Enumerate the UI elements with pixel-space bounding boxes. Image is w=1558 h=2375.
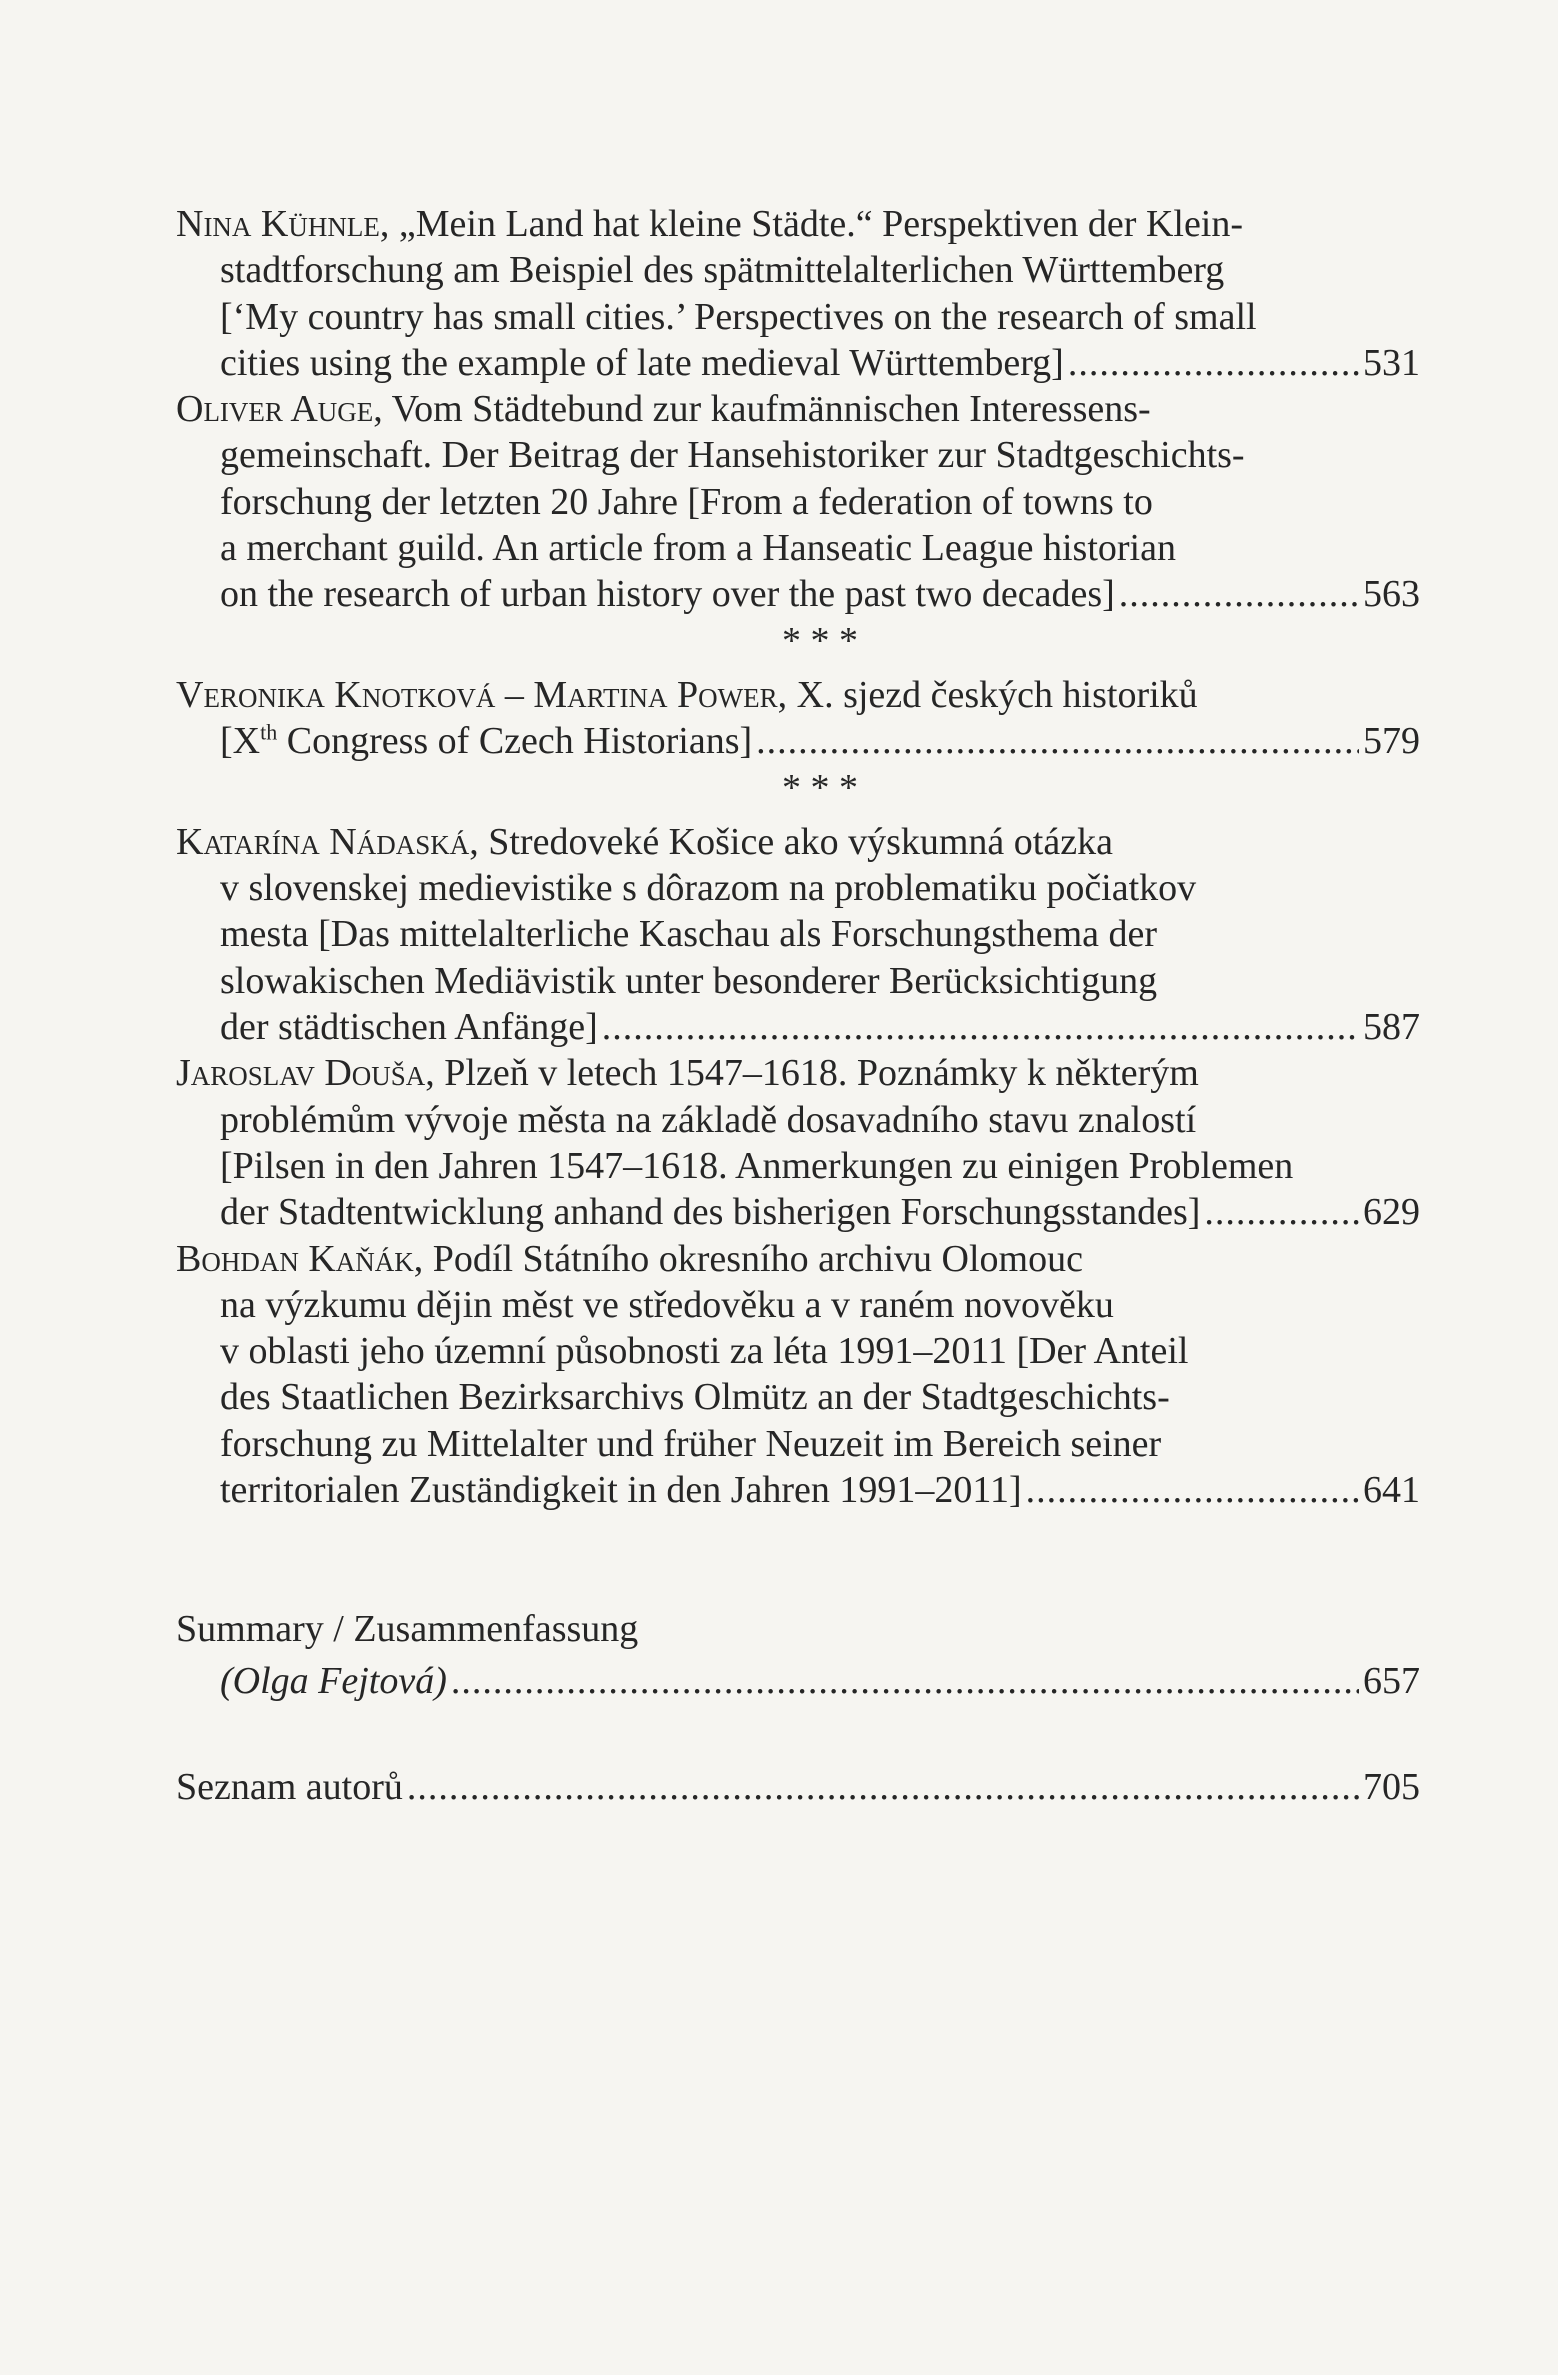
toc-entry [176,1050,1420,1235]
dot-leader [451,1658,1359,1704]
dot-leader [602,1004,1359,1050]
entry-title-line: gemeinschaft. Der Beitrag der Hansehistoriker zur Stadtgeschichts- [220,434,1245,477]
entry-title-line: mesta [Das mittelalterliche Kaschau als Forschungsthema der [220,913,1158,956]
entry-title-line: cities using the example of late medieval Württemberg] [220,341,1064,384]
entry-title-line: , Vom Städtebund zur kaufmännischen Interessens- [373,388,1151,431]
page-number: 579 [1363,720,1420,763]
entry-author: Veronika Knotková – Martina Power [176,673,778,716]
authors-list-title: Seznam autorů [176,1765,403,1808]
entry-title-line: slowakischen Mediävistik unter besonderer Berücksichtigung [220,959,1158,1002]
toc-entry-authors [176,1764,1420,1810]
summary-author: (Olga Fejtová) [220,1659,447,1702]
entry-title-line: des Staatlichen Bezirksarchivs Olmütz an der Stadtgeschichts- [220,1376,1170,1419]
section-separator: * * * [782,619,858,662]
entry-title-line: , Plzeň v letech 1547–1618. Poznámky k některým [425,1052,1199,1095]
entry-title-line: territorialen Zuständigkeit in den Jahren 1991–2011] [220,1469,1022,1512]
entry-title-line: , „Mein Land hat kleine Städte.“ Perspektiven der Klein- [379,203,1244,245]
entry-title-line: v oblasti jeho územní působnosti za léta 1991–2011 [Der Anteil [220,1330,1189,1373]
entry-author: Katarína Nádaská [176,820,470,863]
page-number: 531 [1363,341,1420,384]
entry-title-line: der städtischen Anfänge] [220,1006,598,1049]
dot-leader [407,1764,1359,1810]
entry-title-line: a merchant guild. An article from a Hanseatic League historian [220,527,1176,570]
toc-entry [176,672,1420,765]
entry-title-line: problémům vývoje města na základě dosavadního stavu znalostí [220,1098,1197,1141]
entry-title-line: der Stadtentwicklung anhand des bisherigen Forschungsstandes] [220,1191,1201,1234]
dot-leader [1026,1467,1359,1513]
entry-title-line: , X. sjezd českých historiků [777,673,1198,716]
page-number: 563 [1363,573,1420,616]
page-number: 641 [1363,1469,1420,1512]
page-number: 657 [1363,1659,1420,1702]
page-number: 629 [1363,1191,1420,1234]
entry-title-line: v slovenskej medievistike s dôrazom na problematiku počiatkov [220,867,1197,910]
toc-entry [176,1236,1420,1514]
entry-title-line: forschung zu Mittelalter und früher Neuzeit im Bereich seiner [220,1422,1162,1465]
entry-author: Jaroslav Douša [176,1052,426,1095]
entry-title-line: stadtforschung am Beispiel des spätmittelalterlichen Württemberg [220,249,1225,292]
dot-leader [1204,1189,1359,1235]
entry-title-line: , Stredoveké Košice ako výskumná otázka [469,820,1113,863]
toc-entry-summary [176,1606,1420,1704]
page-number: 705 [1363,1765,1420,1808]
entry-title-line: [X [220,720,261,763]
toc-entry [176,819,1420,1050]
page-number: 587 [1363,1006,1420,1049]
entry-title-line: [Pilsen in den Jahren 1547–1618. Anmerkungen zu einigen Problemen [220,1144,1294,1187]
entry-author: Nina Kühnle [176,203,380,245]
entry-title-line: [‘My country has small cities.’ Perspectives on the research of small [220,295,1257,338]
dot-leader [756,718,1359,764]
entry-title-line: forschung der letzten 20 Jahre [From a federation of towns to [220,480,1153,523]
entry-title-line: , Podíl Státního okresního archivu Olomouc [413,1237,1083,1280]
entry-author: Oliver Auge [176,388,374,431]
dot-leader [1068,340,1359,386]
entry-title-line: Congress of Czech Historians] [277,720,753,763]
section-separator: * * * [782,766,858,809]
table-of-contents [176,201,1420,1810]
superscript: th [260,719,278,745]
toc-entry [176,201,1420,386]
entry-title-line: na výzkumu dějin měst ve středověku a v raném novověku [220,1283,1114,1326]
toc-entry [176,386,1420,617]
entry-author: Bohdan Kaňák [176,1237,414,1280]
dot-leader [1119,571,1359,617]
entry-title-line: on the research of urban history over the past two decades] [220,573,1115,616]
summary-title: Summary / Zusammenfassung [176,1608,639,1651]
